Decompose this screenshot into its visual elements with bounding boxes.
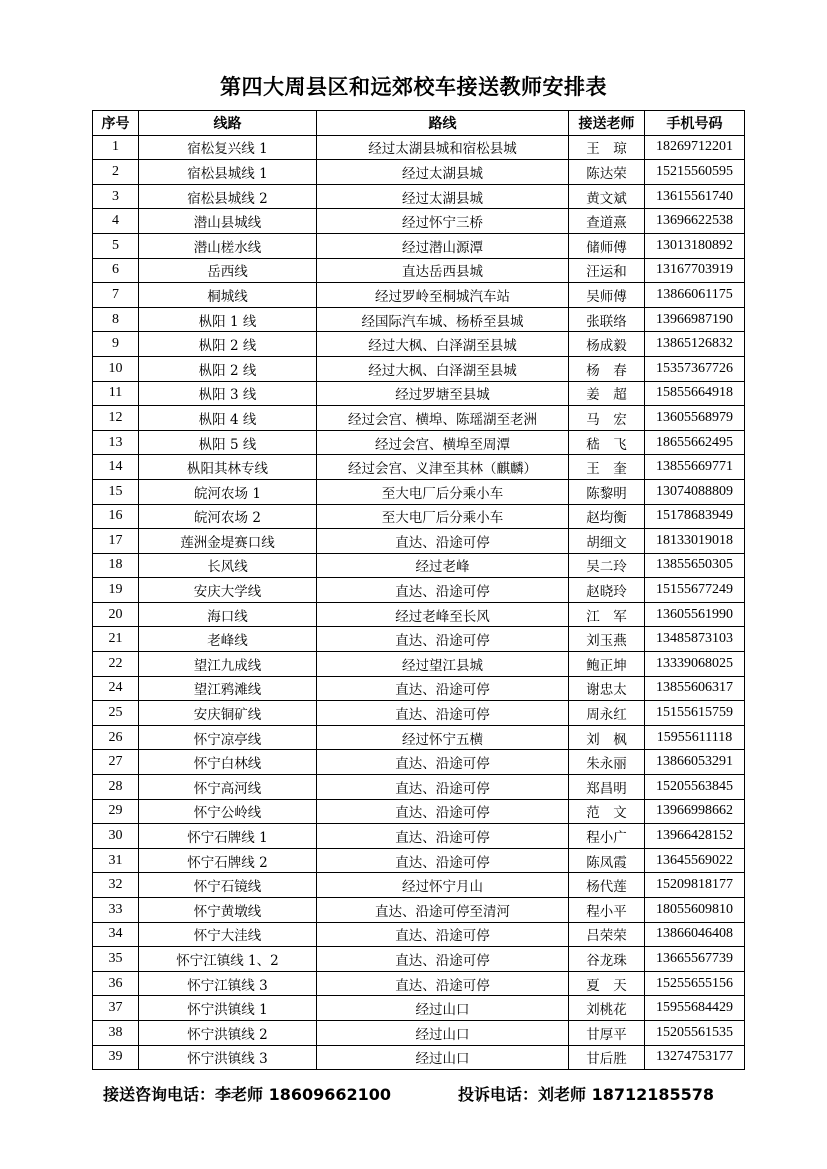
row-index: 24 [93, 676, 139, 701]
row-index: 6 [93, 258, 139, 283]
row-route: 经过老峰至长风 [317, 602, 569, 627]
table-row [93, 430, 745, 455]
row-phone: 13605561990 [645, 602, 745, 627]
row-teacher: 查道熹 [569, 209, 645, 234]
row-line: 枞阳 1 线 [139, 307, 317, 332]
row-index: 20 [93, 602, 139, 627]
page-title: 第四大周县区和远郊校车接送教师安排表 [220, 75, 607, 99]
row-phone: 18269712201 [645, 135, 745, 160]
row-index: 7 [93, 283, 139, 308]
row-index: 22 [93, 652, 139, 677]
row-index: 29 [93, 799, 139, 824]
row-phone: 13966998662 [645, 799, 745, 824]
header-index: 序号 [93, 111, 139, 136]
row-route: 经过怀宁三桥 [317, 209, 569, 234]
table-row [93, 922, 745, 947]
row-route: 经国际汽车城、杨桥至县城 [317, 307, 569, 332]
row-line: 莲洲金堤赛口线 [139, 529, 317, 554]
row-phone: 13966428152 [645, 824, 745, 849]
row-route: 经过望江县城 [317, 652, 569, 677]
row-teacher: 赵晓玲 [569, 578, 645, 603]
row-index: 35 [93, 947, 139, 972]
row-phone: 15955611118 [645, 725, 745, 750]
row-index: 38 [93, 1020, 139, 1045]
row-line: 望江鸦滩线 [139, 676, 317, 701]
row-phone: 15209818177 [645, 873, 745, 898]
table-row [93, 725, 745, 750]
row-route: 直达、沿途可停 [317, 627, 569, 652]
consult-phone-text: 接送咨询电话：李老师 18609662100 [103, 1085, 392, 1104]
row-teacher: 黄文斌 [569, 184, 645, 209]
row-route: 直达、沿途可停 [317, 824, 569, 849]
row-route: 经过怀宁月山 [317, 873, 569, 898]
row-line: 潜山槎水线 [139, 233, 317, 258]
row-teacher: 刘玉燕 [569, 627, 645, 652]
row-teacher: 范 文 [569, 799, 645, 824]
row-line: 怀宁高河线 [139, 775, 317, 800]
row-line: 怀宁白林线 [139, 750, 317, 775]
table-row [93, 529, 745, 554]
table-row [93, 209, 745, 234]
row-teacher: 陈达荣 [569, 160, 645, 185]
row-teacher: 赵均衡 [569, 504, 645, 529]
row-index: 14 [93, 455, 139, 480]
row-route: 直达、沿途可停 [317, 848, 569, 873]
table-row [93, 578, 745, 603]
row-phone: 13855650305 [645, 553, 745, 578]
row-route: 经过怀宁五横 [317, 725, 569, 750]
row-teacher: 周永红 [569, 701, 645, 726]
row-route: 直达岳西县城 [317, 258, 569, 283]
row-index: 31 [93, 848, 139, 873]
table-row [93, 283, 745, 308]
table-row [93, 824, 745, 849]
row-phone: 13485873103 [645, 627, 745, 652]
row-route: 直达、沿途可停 [317, 799, 569, 824]
row-teacher: 郑昌明 [569, 775, 645, 800]
row-teacher: 张联络 [569, 307, 645, 332]
table-row [93, 455, 745, 480]
row-index: 39 [93, 1045, 139, 1070]
row-teacher: 程小平 [569, 898, 645, 923]
row-line: 怀宁大洼线 [139, 922, 317, 947]
table-row [93, 184, 745, 209]
row-index: 21 [93, 627, 139, 652]
row-index: 37 [93, 996, 139, 1021]
row-line: 枞阳 5 线 [139, 430, 317, 455]
row-teacher: 嵇 飞 [569, 430, 645, 455]
table-row [93, 135, 745, 160]
row-index: 34 [93, 922, 139, 947]
row-phone: 18655662495 [645, 430, 745, 455]
row-line: 桐城线 [139, 283, 317, 308]
row-phone: 13866046408 [645, 922, 745, 947]
row-line: 宿松县城线 2 [139, 184, 317, 209]
row-route: 经过山口 [317, 1020, 569, 1045]
table-row [93, 356, 745, 381]
table-row [93, 947, 745, 972]
row-line: 安庆大学线 [139, 578, 317, 603]
row-index: 5 [93, 233, 139, 258]
row-route: 至大电厂后分乘小车 [317, 479, 569, 504]
row-teacher: 朱永丽 [569, 750, 645, 775]
row-index: 1 [93, 135, 139, 160]
row-line: 安庆铜矿线 [139, 701, 317, 726]
row-line: 枞阳 3 线 [139, 381, 317, 406]
row-teacher: 马 宏 [569, 406, 645, 431]
row-phone: 15155677249 [645, 578, 745, 603]
row-index: 32 [93, 873, 139, 898]
row-index: 11 [93, 381, 139, 406]
table-row [93, 775, 745, 800]
row-phone: 15215560595 [645, 160, 745, 185]
row-index: 19 [93, 578, 139, 603]
row-phone: 13665567739 [645, 947, 745, 972]
row-phone: 13013180892 [645, 233, 745, 258]
row-teacher: 刘桃花 [569, 996, 645, 1021]
row-line: 怀宁江镇线 3 [139, 971, 317, 996]
row-route: 经过山口 [317, 996, 569, 1021]
row-route: 经过太湖县城 [317, 184, 569, 209]
row-line: 皖河农场 2 [139, 504, 317, 529]
row-line: 老峰线 [139, 627, 317, 652]
row-route: 经过罗塘至县城 [317, 381, 569, 406]
row-phone: 15178683949 [645, 504, 745, 529]
row-phone: 18133019018 [645, 529, 745, 554]
row-phone: 13645569022 [645, 848, 745, 873]
row-teacher: 储师傅 [569, 233, 645, 258]
row-route: 经过潜山源潭 [317, 233, 569, 258]
row-route: 直达、沿途可停至清河 [317, 898, 569, 923]
row-phone: 13865126832 [645, 332, 745, 357]
row-route: 直达、沿途可停 [317, 701, 569, 726]
row-line: 潜山县城线 [139, 209, 317, 234]
row-line: 怀宁洪镇线 1 [139, 996, 317, 1021]
row-index: 4 [93, 209, 139, 234]
row-route: 直达、沿途可停 [317, 529, 569, 554]
row-index: 3 [93, 184, 139, 209]
row-line: 宿松县城线 1 [139, 160, 317, 185]
row-route: 经过老峰 [317, 553, 569, 578]
row-line: 怀宁公岭线 [139, 799, 317, 824]
row-teacher: 吴二玲 [569, 553, 645, 578]
row-line: 望江九成线 [139, 652, 317, 677]
row-line: 怀宁石牌线 2 [139, 848, 317, 873]
row-phone: 13339068025 [645, 652, 745, 677]
row-phone: 15205561535 [645, 1020, 745, 1045]
row-line: 枞阳 4 线 [139, 406, 317, 431]
row-phone: 15357367726 [645, 356, 745, 381]
row-route: 直达、沿途可停 [317, 676, 569, 701]
row-phone: 13167703919 [645, 258, 745, 283]
row-phone: 13966987190 [645, 307, 745, 332]
row-line: 枞阳 2 线 [139, 356, 317, 381]
table-row [93, 553, 745, 578]
table-row [93, 971, 745, 996]
table-row [93, 479, 745, 504]
row-route: 直达、沿途可停 [317, 971, 569, 996]
row-index: 8 [93, 307, 139, 332]
row-teacher: 夏 天 [569, 971, 645, 996]
row-index: 27 [93, 750, 139, 775]
row-route: 经过大枫、白泽湖至县城 [317, 356, 569, 381]
row-route: 直达、沿途可停 [317, 578, 569, 603]
row-teacher: 陈凤霞 [569, 848, 645, 873]
table-row [93, 307, 745, 332]
table-row [93, 676, 745, 701]
row-phone: 15155615759 [645, 701, 745, 726]
row-route: 直达、沿途可停 [317, 922, 569, 947]
header-teacher: 接送老师 [569, 111, 645, 136]
row-line: 长风线 [139, 553, 317, 578]
row-phone: 13696622538 [645, 209, 745, 234]
row-index: 30 [93, 824, 139, 849]
table-row [93, 233, 745, 258]
row-route: 经过会宫、横埠、陈瑶湖至老洲 [317, 406, 569, 431]
row-route: 经过会宫、义津至其林（麒麟） [317, 455, 569, 480]
row-phone: 15855664918 [645, 381, 745, 406]
row-index: 33 [93, 898, 139, 923]
row-phone: 15205563845 [645, 775, 745, 800]
header-line: 线路 [139, 111, 317, 136]
table-row [93, 332, 745, 357]
row-teacher: 杨成毅 [569, 332, 645, 357]
row-teacher: 王 奎 [569, 455, 645, 480]
row-teacher: 甘后胜 [569, 1045, 645, 1070]
row-teacher: 吴师傅 [569, 283, 645, 308]
complaint-phone-text: 投诉电话：刘老师 18712185578 [458, 1085, 715, 1104]
table-row [93, 406, 745, 431]
row-index: 36 [93, 971, 139, 996]
row-line: 枞阳 2 线 [139, 332, 317, 357]
row-phone: 13274753177 [645, 1045, 745, 1070]
row-teacher: 王 琼 [569, 135, 645, 160]
table-row [93, 701, 745, 726]
row-phone: 13866061175 [645, 283, 745, 308]
table-row [93, 652, 745, 677]
row-line: 怀宁黄墩线 [139, 898, 317, 923]
row-teacher: 杨 春 [569, 356, 645, 381]
row-index: 13 [93, 430, 139, 455]
header-route: 路线 [317, 111, 569, 136]
row-line: 怀宁石牌线 1 [139, 824, 317, 849]
table-row [93, 750, 745, 775]
row-index: 17 [93, 529, 139, 554]
row-phone: 13855669771 [645, 455, 745, 480]
table-row [93, 258, 745, 283]
table-row [93, 1045, 745, 1070]
row-teacher: 杨代莲 [569, 873, 645, 898]
row-phone: 13615561740 [645, 184, 745, 209]
row-teacher: 陈黎明 [569, 479, 645, 504]
row-route: 经过山口 [317, 1045, 569, 1070]
row-line: 宿松复兴线 1 [139, 135, 317, 160]
table-row [93, 504, 745, 529]
row-route: 经过罗岭至桐城汽车站 [317, 283, 569, 308]
row-phone: 18055609810 [645, 898, 745, 923]
table-body [93, 135, 745, 1070]
row-route: 至大电厂后分乘小车 [317, 504, 569, 529]
row-line: 枞阳其林专线 [139, 455, 317, 480]
row-line: 皖河农场 1 [139, 479, 317, 504]
table-header-row [93, 111, 745, 136]
header-phone: 手机号码 [645, 111, 745, 136]
table-row [93, 381, 745, 406]
row-line: 岳西线 [139, 258, 317, 283]
row-route: 直达、沿途可停 [317, 947, 569, 972]
row-route: 经过会宫、横埠至周潭 [317, 430, 569, 455]
row-phone: 13866053291 [645, 750, 745, 775]
table-row [93, 160, 745, 185]
table-row [93, 873, 745, 898]
row-index: 9 [93, 332, 139, 357]
row-teacher: 鲍正坤 [569, 652, 645, 677]
row-index: 12 [93, 406, 139, 431]
row-route: 直达、沿途可停 [317, 775, 569, 800]
row-teacher: 姜 超 [569, 381, 645, 406]
table-row [93, 1020, 745, 1045]
row-index: 18 [93, 553, 139, 578]
bus-roster-table [92, 110, 745, 1070]
row-teacher: 甘厚平 [569, 1020, 645, 1045]
row-line: 怀宁洪镇线 2 [139, 1020, 317, 1045]
row-teacher: 谷龙珠 [569, 947, 645, 972]
row-line: 怀宁江镇线 1、2 [139, 947, 317, 972]
row-route: 经过太湖县城和宿松县城 [317, 135, 569, 160]
row-line: 怀宁洪镇线 3 [139, 1045, 317, 1070]
row-teacher: 谢忠太 [569, 676, 645, 701]
row-teacher: 江 军 [569, 602, 645, 627]
row-phone: 15255655156 [645, 971, 745, 996]
row-line: 怀宁凉亭线 [139, 725, 317, 750]
row-index: 15 [93, 479, 139, 504]
row-teacher: 程小广 [569, 824, 645, 849]
row-index: 28 [93, 775, 139, 800]
row-phone: 15955684429 [645, 996, 745, 1021]
row-route: 直达、沿途可停 [317, 750, 569, 775]
table-row [93, 848, 745, 873]
row-index: 25 [93, 701, 139, 726]
row-phone: 13074088809 [645, 479, 745, 504]
table-row [93, 996, 745, 1021]
table-row [93, 602, 745, 627]
row-line: 海口线 [139, 602, 317, 627]
row-teacher: 汪运和 [569, 258, 645, 283]
row-index: 16 [93, 504, 139, 529]
row-index: 2 [93, 160, 139, 185]
table-row [93, 627, 745, 652]
table-row [93, 799, 745, 824]
row-phone: 13855606317 [645, 676, 745, 701]
table-row [93, 898, 745, 923]
row-teacher: 吕荣荣 [569, 922, 645, 947]
row-teacher: 胡细文 [569, 529, 645, 554]
row-route: 经过大枫、白泽湖至县城 [317, 332, 569, 357]
row-index: 26 [93, 725, 139, 750]
row-phone: 13605568979 [645, 406, 745, 431]
row-line: 怀宁石镜线 [139, 873, 317, 898]
row-index: 10 [93, 356, 139, 381]
row-teacher: 刘 枫 [569, 725, 645, 750]
row-route: 经过太湖县城 [317, 160, 569, 185]
